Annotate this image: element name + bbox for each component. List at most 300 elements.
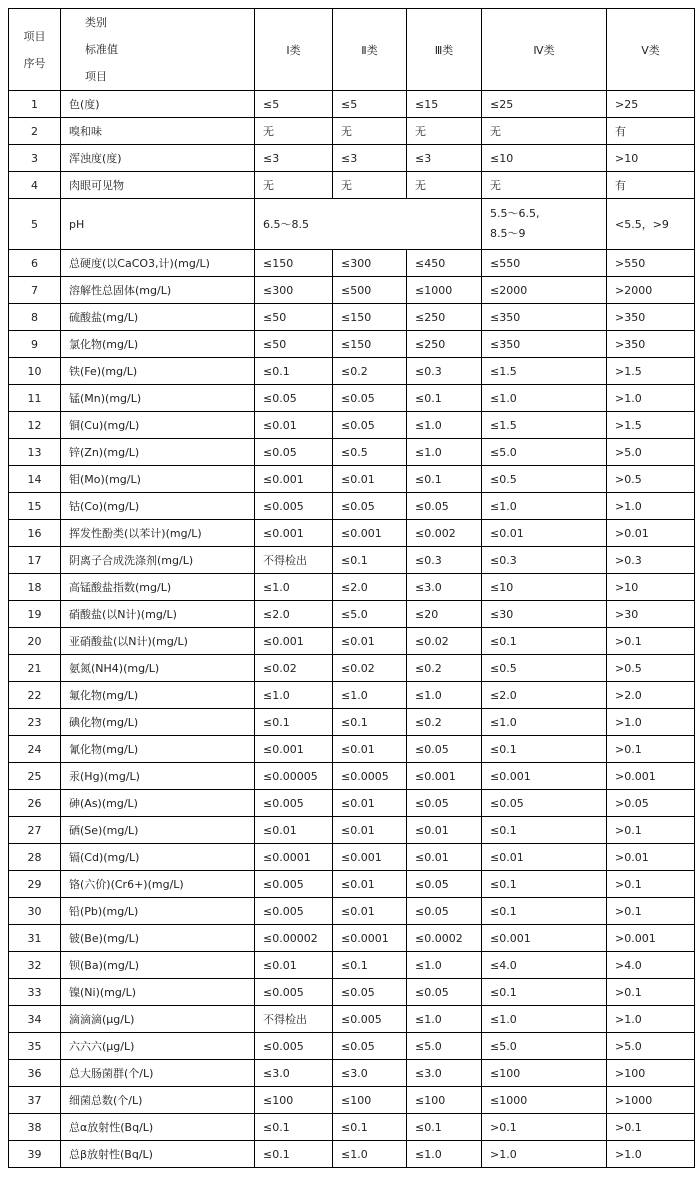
class-4-value-cell: ≤1.0 [482,1006,607,1033]
table-row [9,817,695,844]
class-1-value-cell: ≤50 [255,304,333,331]
class-2-value-cell: ≤5 [333,91,407,118]
class-5-value-cell: >2000 [607,277,695,304]
item-name-cell: 硒(Se)(mg/L) [61,817,255,844]
class-1-value-cell: ≤0.005 [255,493,333,520]
class-2-value-cell: ≤0.02 [333,655,407,682]
item-name-cell: 总大肠菌群(个/L) [61,1060,255,1087]
table-row [9,1033,695,1060]
class-3-value-cell: ≤0.2 [407,709,482,736]
class-4-value-cell: ≤0.1 [482,736,607,763]
class-4-value-cell: >1.0 [482,1141,607,1168]
table-row [9,304,695,331]
serial-number-cell: 31 [9,925,61,952]
table-row [9,655,695,682]
item-name-cell: 硫酸盐(mg/L) [61,304,255,331]
table-row [9,493,695,520]
class-1-value-cell: ≤0.1 [255,1141,333,1168]
table-row [9,898,695,925]
item-name-cell: 镍(Ni)(mg/L) [61,979,255,1006]
class-3-value-cell: ≤1.0 [407,1141,482,1168]
item-name-cell: 铜(Cu)(mg/L) [61,412,255,439]
serial-number-cell: 1 [9,91,61,118]
serial-number-cell: 3 [9,145,61,172]
class-2-value-cell: ≤0.01 [333,736,407,763]
class-3-value-cell: 无 [407,172,482,199]
serial-number-cell: 8 [9,304,61,331]
class-3-value-cell: ≤0.2 [407,655,482,682]
serial-number-cell: 34 [9,1006,61,1033]
class-4-value-cell: ≤0.001 [482,763,607,790]
class-1-value-cell: ≤3 [255,145,333,172]
serial-number-cell: 13 [9,439,61,466]
item-name-cell: 挥发性酚类(以苯计)(mg/L) [61,520,255,547]
serial-number-cell: 37 [9,1087,61,1114]
serial-number-cell: 18 [9,574,61,601]
class-3-value-cell: ≤0.05 [407,871,482,898]
serial-number-cell: 35 [9,1033,61,1060]
table-row [9,199,695,250]
class-4-value-cell: ≤1.0 [482,385,607,412]
class-1-value-cell: 不得检出 [255,1006,333,1033]
serial-number-cell: 16 [9,520,61,547]
item-name-cell: pH [61,199,255,250]
serial-number-cell: 11 [9,385,61,412]
class-4-value-cell: ≤550 [482,250,607,277]
table-row [9,1087,695,1114]
class-3-value-cell: ≤1.0 [407,952,482,979]
water-quality-standards-table [8,8,695,1168]
serial-number-cell: 7 [9,277,61,304]
table-row [9,682,695,709]
class-5-value-cell: 有 [607,118,695,145]
header-row [9,9,695,91]
class-1-value-cell: ≤1.0 [255,574,333,601]
item-name-cell: 氰化物(mg/L) [61,736,255,763]
table-row [9,763,695,790]
class-1-value-cell: 不得检出 [255,547,333,574]
header-category-2: Ⅱ类 [333,9,407,91]
table-row [9,952,695,979]
header-corner-cell [61,9,255,91]
item-name-cell: 铬(六价)(Cr6+)(mg/L) [61,871,255,898]
class-4-value-cell: ≤10 [482,145,607,172]
class-3-value-cell: ≤1.0 [407,1006,482,1033]
class-3-value-cell: ≤0.1 [407,1114,482,1141]
class-2-value-cell: ≤0.0001 [333,925,407,952]
item-name-cell: 总硬度(以CaCO3,计)(mg/L) [61,250,255,277]
table-row [9,412,695,439]
class-1-value-cell: ≤100 [255,1087,333,1114]
class-5-value-cell: >350 [607,304,695,331]
serial-number-cell: 39 [9,1141,61,1168]
class-5-value-cell: >0.5 [607,655,695,682]
class-4-value-cell: ≤25 [482,91,607,118]
serial-number-cell: 23 [9,709,61,736]
class-3-value-cell: ≤0.3 [407,358,482,385]
class-2-value-cell: ≤0.01 [333,898,407,925]
table-row [9,439,695,466]
table-row [9,736,695,763]
class-1-value-cell: ≤0.0001 [255,844,333,871]
class-1-value-cell: ≤300 [255,277,333,304]
class-2-value-cell: ≤0.01 [333,628,407,655]
class-3-value-cell: ≤3.0 [407,1060,482,1087]
item-name-cell: 砷(As)(mg/L) [61,790,255,817]
class-2-value-cell: ≤300 [333,250,407,277]
table-row [9,520,695,547]
item-name-cell: 锌(Zn)(mg/L) [61,439,255,466]
class-5-value-cell: >0.3 [607,547,695,574]
item-name-cell: 浑浊度(度) [61,145,255,172]
class-5-value-cell: >1.0 [607,1006,695,1033]
class-2-value-cell: ≤0.05 [333,1033,407,1060]
serial-number-cell: 4 [9,172,61,199]
class-3-value-cell: ≤0.02 [407,628,482,655]
header-serial-line: 项目 [23,29,46,43]
table-row [9,871,695,898]
class-1-value-cell: ≤0.1 [255,358,333,385]
class-3-value-cell: ≤1000 [407,277,482,304]
class-2-value-cell: ≤0.01 [333,817,407,844]
serial-number-cell: 24 [9,736,61,763]
item-name-cell: 色(度) [61,91,255,118]
class-2-value-cell: ≤0.05 [333,412,407,439]
serial-number-cell: 14 [9,466,61,493]
item-name-cell: 氯化物(mg/L) [61,331,255,358]
class-3-value-cell: ≤1.0 [407,439,482,466]
class-5-value-cell: >350 [607,331,695,358]
item-name-cell: 细菌总数(个/L) [61,1087,255,1114]
class-2-value-cell: ≤0.0005 [333,763,407,790]
class-3-value-cell: ≤3.0 [407,574,482,601]
serial-number-cell: 9 [9,331,61,358]
serial-number-cell: 21 [9,655,61,682]
class-5-value-cell: >25 [607,91,695,118]
serial-number-cell: 12 [9,412,61,439]
table-row [9,250,695,277]
class-2-value-cell: ≤0.005 [333,1006,407,1033]
class-4-value-cell: ≤0.1 [482,871,607,898]
serial-number-cell: 33 [9,979,61,1006]
class-4-value-cell: ≤0.01 [482,844,607,871]
class-5-value-cell: >0.5 [607,466,695,493]
class-5-value-cell: >0.01 [607,520,695,547]
class-1-value-cell: ≤1.0 [255,682,333,709]
item-name-cell: 铁(Fe)(mg/L) [61,358,255,385]
class-2-value-cell: ≤0.001 [333,520,407,547]
class-2-value-cell: ≤1.0 [333,682,407,709]
class-5-value-cell: >0.1 [607,871,695,898]
class-4-value-cell: 无 [482,172,607,199]
class-2-value-cell: ≤1.0 [333,1141,407,1168]
item-name-cell: 氨氮(NH4)(mg/L) [61,655,255,682]
class-3-value-cell: ≤0.05 [407,790,482,817]
table-row [9,91,695,118]
class-4-value-cell: ≤2.0 [482,682,607,709]
item-name-cell: 溶解性总固体(mg/L) [61,277,255,304]
class-2-value-cell: ≤5.0 [333,601,407,628]
class-2-value-cell: ≤0.01 [333,466,407,493]
class-5-value-cell: >4.0 [607,952,695,979]
table-row [9,790,695,817]
table-row [9,466,695,493]
table-row [9,172,695,199]
table-row [9,1114,695,1141]
class-1-value-cell: ≤150 [255,250,333,277]
header-corner-line: 项目 [85,70,107,83]
serial-number-cell: 32 [9,952,61,979]
table-row [9,844,695,871]
item-name-cell: 高锰酸盐指数(mg/L) [61,574,255,601]
table-row [9,358,695,385]
table-row [9,709,695,736]
table-row [9,979,695,1006]
class-4-value-cell: ≤1.0 [482,493,607,520]
class-1-value-cell: ≤0.00005 [255,763,333,790]
class-3-value-cell: ≤0.05 [407,493,482,520]
class-3-value-cell: ≤0.1 [407,385,482,412]
table-row [9,1060,695,1087]
table-row [9,925,695,952]
class-5-value-cell: >0.1 [607,817,695,844]
table-row [9,601,695,628]
class-2-value-cell: ≤0.1 [333,952,407,979]
serial-number-cell: 28 [9,844,61,871]
table-row [9,145,695,172]
serial-number-cell: 29 [9,871,61,898]
class-1-value-cell: ≤0.05 [255,439,333,466]
item-name-cell: 总α放射性(Bq/L) [61,1114,255,1141]
class-2-value-cell: ≤0.001 [333,844,407,871]
header-category-4: Ⅳ类 [482,9,607,91]
class-4-value-cell: ≤0.5 [482,466,607,493]
class-4-value-cell: ≤350 [482,304,607,331]
class-5-value-cell: >0.001 [607,925,695,952]
table-row [9,277,695,304]
serial-number-cell: 26 [9,790,61,817]
item-name-cell: 亚硝酸盐(以N计)(mg/L) [61,628,255,655]
class-5-value-cell: >5.0 [607,1033,695,1060]
class-5-value-cell: >0.1 [607,1114,695,1141]
item-name-cell: 嗅和味 [61,118,255,145]
class-5-value-cell: >1.0 [607,385,695,412]
item-name-cell: 钴(Co)(mg/L) [61,493,255,520]
class-1-value-cell: ≤0.02 [255,655,333,682]
class-3-value-cell: ≤0.05 [407,898,482,925]
class-1-value-cell: 无 [255,118,333,145]
class-2-value-cell: ≤0.05 [333,385,407,412]
class-2-value-cell: ≤0.01 [333,871,407,898]
table-row [9,118,695,145]
class-5-value-cell: >1.0 [607,1141,695,1168]
item-name-cell: 铍(Be)(mg/L) [61,925,255,952]
class-1-value-cell: ≤0.001 [255,628,333,655]
class-3-value-cell: ≤250 [407,304,482,331]
class-1-value-cell: ≤0.00002 [255,925,333,952]
class-5-value-cell: >0.1 [607,628,695,655]
class-5-value-cell: 有 [607,172,695,199]
item-name-cell: 硝酸盐(以N计)(mg/L) [61,601,255,628]
class-5-value-cell: >1000 [607,1087,695,1114]
class-1-value-cell: 无 [255,172,333,199]
class-2-value-cell: ≤0.1 [333,709,407,736]
class-4-value-cell: ≤0.05 [482,790,607,817]
class-4-value-line: 5.5～6.5, [490,207,540,220]
serial-number-cell: 2 [9,118,61,145]
class-4-value-cell: ≤100 [482,1060,607,1087]
class-1-value-cell: ≤0.01 [255,817,333,844]
standards-table-container [8,8,695,1168]
class-4-value-cell: ≤30 [482,601,607,628]
class-2-value-cell: ≤3 [333,145,407,172]
class-4-value-cell: ≤1.0 [482,709,607,736]
item-name-cell: 钼(Mo)(mg/L) [61,466,255,493]
class-2-value-cell: ≤100 [333,1087,407,1114]
class-4-value-cell: ≤10 [482,574,607,601]
item-name-cell: 阴离子合成洗涤剂(mg/L) [61,547,255,574]
class-5-value-cell: >10 [607,574,695,601]
class-4-value-cell [482,199,607,250]
serial-number-cell: 25 [9,763,61,790]
class-3-value-cell: ≤0.001 [407,763,482,790]
class-3-value-cell: ≤0.002 [407,520,482,547]
class-3-value-cell: ≤450 [407,250,482,277]
class-4-value-cell: ≤1000 [482,1087,607,1114]
serial-number-cell: 10 [9,358,61,385]
class-5-value-cell: >0.01 [607,844,695,871]
class-2-value-cell: ≤3.0 [333,1060,407,1087]
class-3-value-cell: ≤100 [407,1087,482,1114]
class-3-value-cell: ≤3 [407,145,482,172]
class-4-value-cell: ≤0.01 [482,520,607,547]
class-3-value-cell: ≤0.01 [407,844,482,871]
class-1-value-cell: ≤0.005 [255,979,333,1006]
class-1-value-cell: ≤0.005 [255,898,333,925]
class-2-value-cell: 无 [333,172,407,199]
table-row [9,547,695,574]
class-5-value-cell: >1.5 [607,412,695,439]
class-4-value-cell: ≤350 [482,331,607,358]
table-row [9,331,695,358]
class-2-value-cell: ≤0.1 [333,547,407,574]
class-4-value-cell: ≤5.0 [482,439,607,466]
class-1-value-cell: ≤0.01 [255,952,333,979]
class-4-value-cell: 无 [482,118,607,145]
item-name-cell: 镉(Cd)(mg/L) [61,844,255,871]
class-1-value-cell: ≤0.005 [255,790,333,817]
class-1-value-cell: ≤5 [255,91,333,118]
class-5-value-cell: >0.05 [607,790,695,817]
header-serial-line: 序号 [23,56,46,70]
table-row [9,1141,695,1168]
class-3-value-cell: ≤1.0 [407,412,482,439]
class-2-value-cell: 无 [333,118,407,145]
class-4-value-cell: ≤1.5 [482,412,607,439]
serial-number-cell: 6 [9,250,61,277]
class-4-value-line: 8.5～9 [490,227,526,240]
class-3-value-cell: ≤5.0 [407,1033,482,1060]
class-1-value-cell: ≤0.005 [255,871,333,898]
serial-number-cell: 27 [9,817,61,844]
class-3-value-cell: ≤0.1 [407,466,482,493]
header-category-5: Ⅴ类 [607,9,695,91]
class-1-value-cell: ≤0.001 [255,736,333,763]
item-name-cell: 锰(Mn)(mg/L) [61,385,255,412]
class-4-value-cell: ≤0.1 [482,817,607,844]
class-4-value-cell: ≤5.0 [482,1033,607,1060]
class-3-value-cell: ≤0.3 [407,547,482,574]
class-1-value-cell: ≤50 [255,331,333,358]
class-2-value-cell: ≤0.1 [333,1114,407,1141]
table-row [9,628,695,655]
item-name-cell: 钡(Ba)(mg/L) [61,952,255,979]
class-2-value-cell: ≤0.05 [333,493,407,520]
class-4-value-cell: ≤0.001 [482,925,607,952]
header-serial-cell [9,9,61,91]
serial-number-cell: 17 [9,547,61,574]
class-4-value-cell: ≤1.5 [482,358,607,385]
class-4-value-cell: ≤0.1 [482,979,607,1006]
class-3-value-cell: ≤250 [407,331,482,358]
class-5-value-cell: >100 [607,1060,695,1087]
item-name-cell: 铅(Pb)(mg/L) [61,898,255,925]
serial-number-cell: 38 [9,1114,61,1141]
class-2-value-cell: ≤0.01 [333,790,407,817]
class-3-value-cell: ≤0.05 [407,979,482,1006]
serial-number-cell: 22 [9,682,61,709]
class-1-value-cell: ≤0.001 [255,466,333,493]
class-5-value-cell: >10 [607,145,695,172]
item-name-cell: 碘化物(mg/L) [61,709,255,736]
class-3-value-cell: 无 [407,118,482,145]
class-1-3-value-cell: 6.5～8.5 [255,199,482,250]
class-5-value-cell: >550 [607,250,695,277]
class-4-value-cell: ≤0.1 [482,628,607,655]
table-row [9,574,695,601]
item-name-cell: 汞(Hg)(mg/L) [61,763,255,790]
class-5-value-cell: >1.5 [607,358,695,385]
class-4-value-cell: ≤0.3 [482,547,607,574]
class-5-value-cell: >0.001 [607,763,695,790]
class-5-value-cell: >0.1 [607,979,695,1006]
serial-number-cell: 5 [9,199,61,250]
serial-number-cell: 30 [9,898,61,925]
serial-number-cell: 20 [9,628,61,655]
class-1-value-cell: ≤0.1 [255,1114,333,1141]
class-5-value-cell: <5.5，>9 [607,199,695,250]
serial-number-cell: 36 [9,1060,61,1087]
class-1-value-cell: ≤0.01 [255,412,333,439]
class-1-value-cell: ≤0.1 [255,709,333,736]
item-name-cell: 总β放射性(Bq/L) [61,1141,255,1168]
class-3-value-cell: ≤15 [407,91,482,118]
class-2-value-cell: ≤150 [333,304,407,331]
class-3-value-cell: ≤0.01 [407,817,482,844]
class-3-value-cell: ≤0.0002 [407,925,482,952]
class-1-value-cell: ≤0.005 [255,1033,333,1060]
class-5-value-cell: >2.0 [607,682,695,709]
class-3-value-cell: ≤1.0 [407,682,482,709]
class-1-value-cell: ≤0.05 [255,385,333,412]
serial-number-cell: 15 [9,493,61,520]
class-3-value-cell: ≤0.05 [407,736,482,763]
item-name-cell: 滴滴滴(μg/L) [61,1006,255,1033]
class-1-value-cell: ≤2.0 [255,601,333,628]
serial-number-cell: 19 [9,601,61,628]
class-1-value-cell: ≤0.001 [255,520,333,547]
class-2-value-cell: ≤2.0 [333,574,407,601]
